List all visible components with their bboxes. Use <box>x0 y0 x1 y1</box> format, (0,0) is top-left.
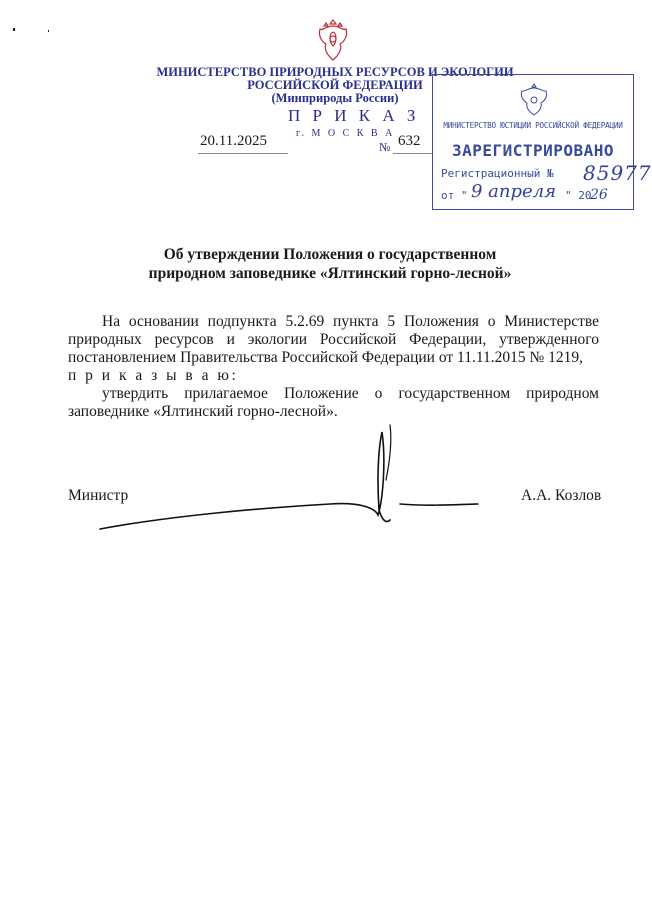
document-body <box>68 313 599 421</box>
scan-speck <box>48 30 49 32</box>
scan-speck <box>13 28 15 31</box>
handwritten-signature <box>90 420 490 540</box>
order-number: 632 <box>398 133 421 149</box>
stamp-year-prefix: " 20 <box>565 189 592 202</box>
document-type: П Р И К А З <box>288 106 420 125</box>
ministry-name-line2: РОССИЙСКОЙ ФЕДЕРАЦИИ <box>247 78 423 92</box>
stamp-date-prefix: от " <box>441 189 468 202</box>
number-underline <box>393 153 433 154</box>
registration-stamp <box>432 74 652 210</box>
stamp-year-handwritten: 26 <box>590 187 608 203</box>
body-paragraph-basis: На основании подпункта 5.2.69 пункта 5 Положения о Министерстве природных ресурсов и экологии Российской Федерации, утвержденного постановлением Правительства Российской Федерации от 11.11.2015 № 1219, <box>68 313 599 366</box>
date-underline <box>198 153 288 154</box>
coat-of-arms-emblem <box>314 14 352 64</box>
body-prikazyvayu: п р и к а з ы в а ю: <box>68 367 239 384</box>
body-paragraph-approve: утвердить прилагаемое Положение о государственном природном заповеднике «Ялтинский горно-лесной». <box>68 385 599 420</box>
title-line2: природном заповеднике «Ялтинский горно-лесной» <box>148 265 512 282</box>
stamp-reg-number: 85977 <box>583 161 652 185</box>
stamp-date-label <box>441 189 468 202</box>
order-date: 20.11.2025 <box>200 133 267 149</box>
ministry-name-line1: МИНИСТЕРСТВО ПРИРОДНЫХ РЕСУРСОВ И ЭКОЛОГИИ <box>156 65 514 79</box>
stamp-date-handwritten: 9 апреля <box>471 181 557 202</box>
document-title <box>120 245 540 283</box>
stamp-reg-label: Регистрационный № <box>441 167 554 180</box>
signatory-position: Министр <box>68 487 129 504</box>
number-sign: № <box>379 140 391 154</box>
stamp-department: МИНИСТЕРСТВО ЮСТИЦИИ РОССИЙСКОЙ ФЕДЕРАЦИИ <box>443 121 623 130</box>
ministry-short-name: (Минприроды России) <box>271 91 399 105</box>
signatory-name: А.А. Козлов <box>521 487 602 504</box>
stamp-eagle-icon <box>517 81 551 117</box>
city: г. М О С К В А <box>296 128 395 139</box>
stamp-registered: ЗАРЕГИСТРИРОВАНО <box>451 141 615 160</box>
title-line1: Об утверждении Положения о государственном <box>163 246 497 263</box>
